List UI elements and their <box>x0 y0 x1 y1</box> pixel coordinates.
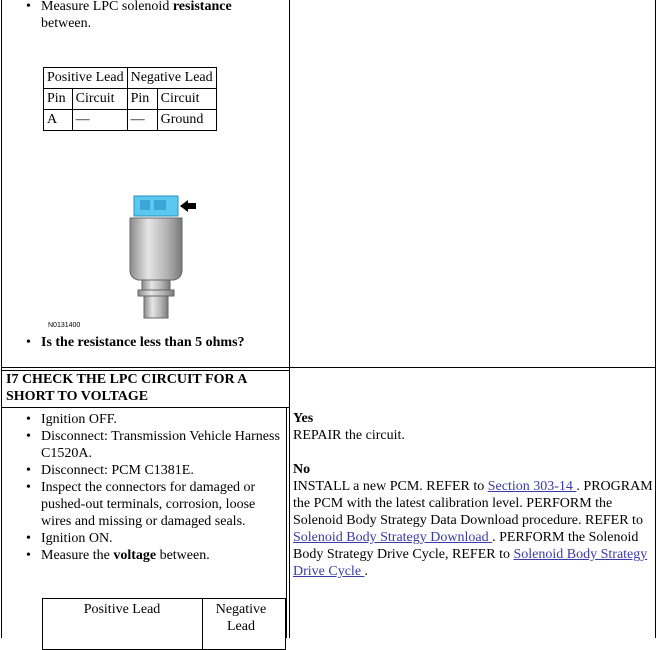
figure-id-label: N0131400 <box>48 322 81 329</box>
solenoid-body-strategy-download-link[interactable]: Solenoid Body Strategy Download <box>293 530 493 545</box>
i7-step-list <box>0 411 280 564</box>
no-text: INSTALL a new PCM. REFER to Section 303-14 . PROGRAM the PCM with the latest calibration level. PERFORM the Solenoid Body Strategy Data Download procedure. REFER to Solenoid Body Strategy Download . PERFORM the Solenoid Body Strategy Drive Cycle, REFER to Solenoid Body Strategy Drive Cycle . <box>293 479 653 579</box>
i7-step-item: • Disconnect: PCM C1381E. <box>0 462 280 479</box>
negative-lead-header: Negative Lead <box>215 602 267 634</box>
i6-step-list <box>0 0 285 32</box>
i7-step-item: • Ignition OFF. <box>0 411 280 428</box>
table-cell: — <box>72 110 127 131</box>
frame-row-divider <box>1 367 656 368</box>
table-cell: — <box>127 110 157 131</box>
i6-question-list <box>0 334 285 351</box>
i7-voltage-table <box>42 598 286 650</box>
circuit-header: Circuit <box>72 89 127 110</box>
pin-header: Pin <box>44 89 73 110</box>
i7-step-item: • Ignition ON. <box>0 530 280 547</box>
yes-label: Yes <box>293 411 314 426</box>
i7-step-title: I7 CHECK THE LPC CIRCUIT FOR A SHORT TO VOLTAGE <box>6 372 247 404</box>
pin-header: Pin <box>127 89 157 110</box>
section-303-14-link[interactable]: Section 303-14 <box>487 479 577 494</box>
table-cell: A <box>44 110 73 131</box>
table-column-divider <box>202 599 203 649</box>
lpc-solenoid-illustration <box>120 192 200 322</box>
step-title-underline <box>1 407 290 408</box>
no-label: No <box>293 462 311 477</box>
i7-answers <box>293 410 653 580</box>
i6-resistance-table <box>43 67 217 131</box>
frame-middle-border <box>289 0 290 638</box>
positive-lead-header: Positive Lead <box>44 68 128 89</box>
i6-question-item: • Is the resistance less than 5 ohms? <box>0 334 285 351</box>
i7-step-item: • Inspect the connectors for damaged or pushed-out terminals, corrosion, loose wires and missing or damaged seals. <box>0 479 280 530</box>
step-title-right-border <box>286 407 287 638</box>
solenoid-body-strategy-drive-cycle-link[interactable]: Solenoid Body Strategy Drive Cycle <box>293 547 648 579</box>
i6-measure-item: • Measure LPC solenoid resistance between. <box>0 0 285 32</box>
circuit-header: Circuit <box>157 89 216 110</box>
yes-text: REPAIR the circuit. <box>293 428 405 443</box>
frame-right-border <box>655 0 656 638</box>
i7-measure-item: • Measure the voltage between. <box>0 547 280 564</box>
negative-lead-header: Negative Lead <box>127 68 216 89</box>
table-cell: Ground <box>157 110 216 131</box>
i7-step-item: • Disconnect: Transmission Vehicle Harness C1520A. <box>0 428 280 462</box>
positive-lead-header: Positive Lead <box>83 602 161 617</box>
